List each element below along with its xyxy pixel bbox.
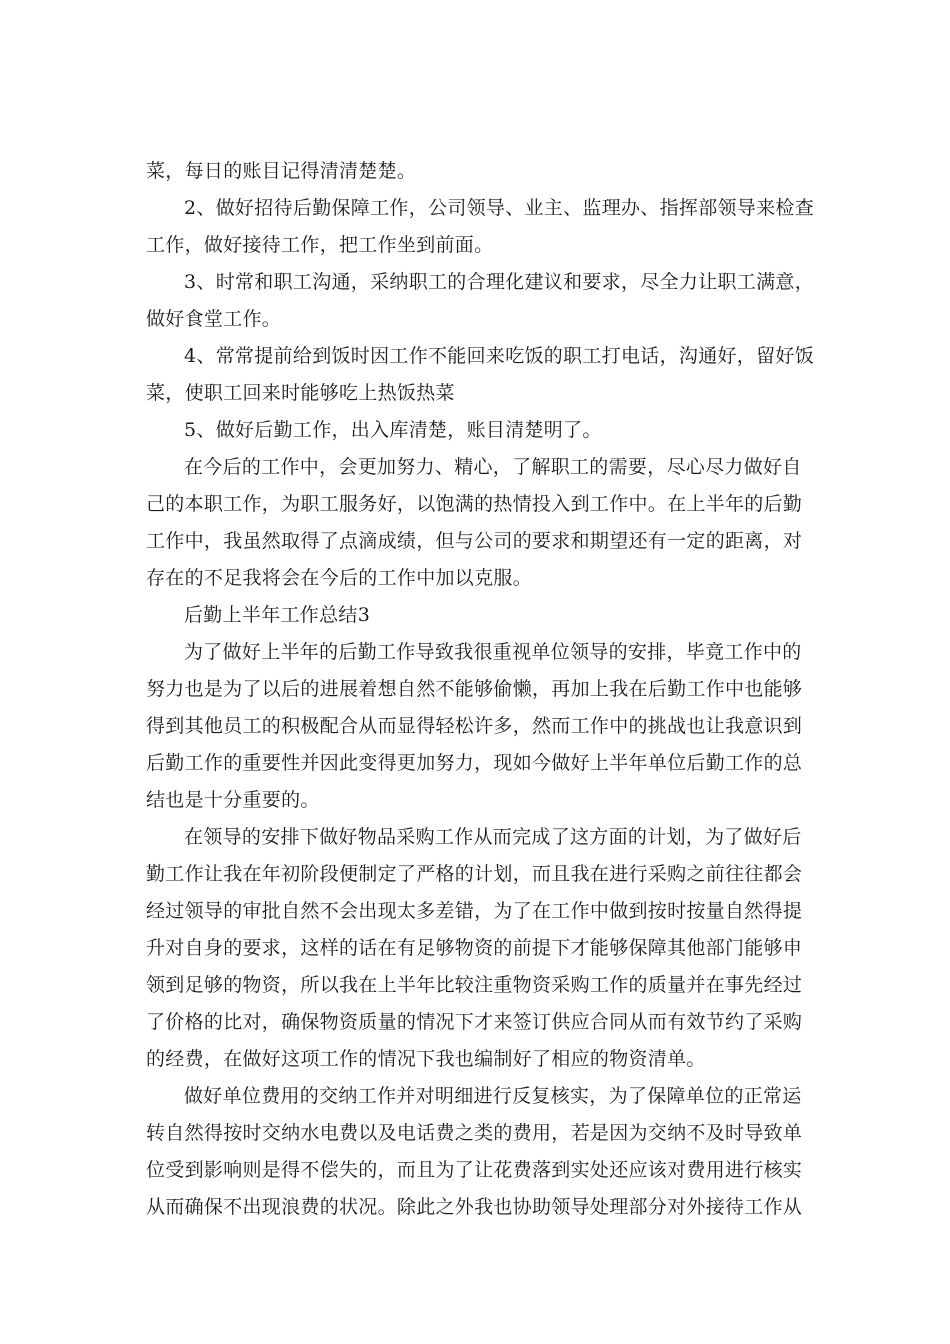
text-line: 的经费，在做好这项工作的情况下我也编制好了相应的物资清单。	[146, 1048, 706, 1070]
text-line: 5、做好后勤工作，出入库清楚，账目清楚明了。	[184, 419, 602, 441]
document-body	[146, 153, 814, 1226]
text-line: 菜，每日的账目记得清清楚楚。	[146, 160, 417, 182]
text-line: 从而确保不出现浪费的状况。除此之外我也协助领导处理部分对外接待工作从	[146, 1196, 803, 1218]
text-line: 了价格的比对，确保物资质量的情况下才来签订供应合同从而有效节约了采购	[146, 1011, 803, 1033]
text-line: 为了做好上半年的后勤工作导致我很重视单位领导的安排，毕竟工作中的	[184, 641, 802, 663]
text-line: 结也是十分重要的。	[146, 789, 320, 811]
text-line: 努力也是为了以后的进展着想自然不能够偷懒，再加上我在后勤工作中也能够	[146, 678, 803, 700]
text-line: 做好食堂工作。	[146, 308, 282, 330]
text-line: 位受到影响则是得不偿失的，而且为了让花费落到实处还应该对费用进行核实	[146, 1159, 803, 1181]
text-line: 菜，使职工回来时能够吃上热饭热菜	[146, 382, 455, 404]
text-line: 做好单位费用的交纳工作并对明细进行反复核实，为了保障单位的正常运	[184, 1085, 802, 1107]
text-line: 勤工作让我在年初阶段便制定了严格的计划，而且我在进行采购之前往往都会	[146, 863, 803, 885]
text-line: 3、时常和职工沟通，采纳职工的合理化建议和要求，尽全力让职工满意，	[184, 271, 814, 293]
text-line: 领到足够的物资，所以我在上半年比较注重物资采购工作的质量并在事先经过	[146, 974, 803, 996]
text-line: 在领导的安排下做好物品采购工作从而完成了这方面的计划，为了做好后	[184, 826, 802, 848]
text-line: 经过领导的审批自然不会出现太多差错，为了在工作中做到按时按量自然得提	[146, 900, 803, 922]
text-line: 在今后的工作中，会更加努力、精心，了解职工的需要，尽心尽力做好自	[184, 456, 802, 478]
text-line: 得到其他员工的积极配合从而显得轻松许多，然而工作中的挑战也让我意识到	[146, 715, 803, 737]
text-line: 工作，做好接待工作，把工作坐到前面。	[146, 234, 494, 256]
text-line: 4、常常提前给到饭时因工作不能回来吃饭的职工打电话，沟通好，留好饭	[184, 345, 814, 367]
section-heading: 后勤上半年工作总结3	[184, 604, 371, 626]
text-line: 转自然得按时交纳水电费以及电话费之类的费用，若是因为交纳不及时导致单	[146, 1122, 803, 1144]
text-line: 工作中，我虽然取得了点滴成绩，但与公司的要求和期望还有一定的距离，对	[146, 530, 803, 552]
text-line: 2、做好招待后勤保障工作，公司领导、业主、监理办、指挥部领导来检查	[184, 197, 814, 219]
text-line: 升对自身的要求，这样的话在有足够物资的前提下才能够保障其他部门能够申	[146, 937, 803, 959]
text-line: 己的本职工作，为职工服务好，以饱满的热情投入到工作中。在上半年的后勤	[146, 493, 803, 515]
text-line: 后勤工作的重要性并因此变得更加努力，现如今做好上半年单位后勤工作的总	[146, 752, 803, 774]
text-line: 存在的不足我将会在今后的工作中加以克服。	[146, 567, 533, 589]
